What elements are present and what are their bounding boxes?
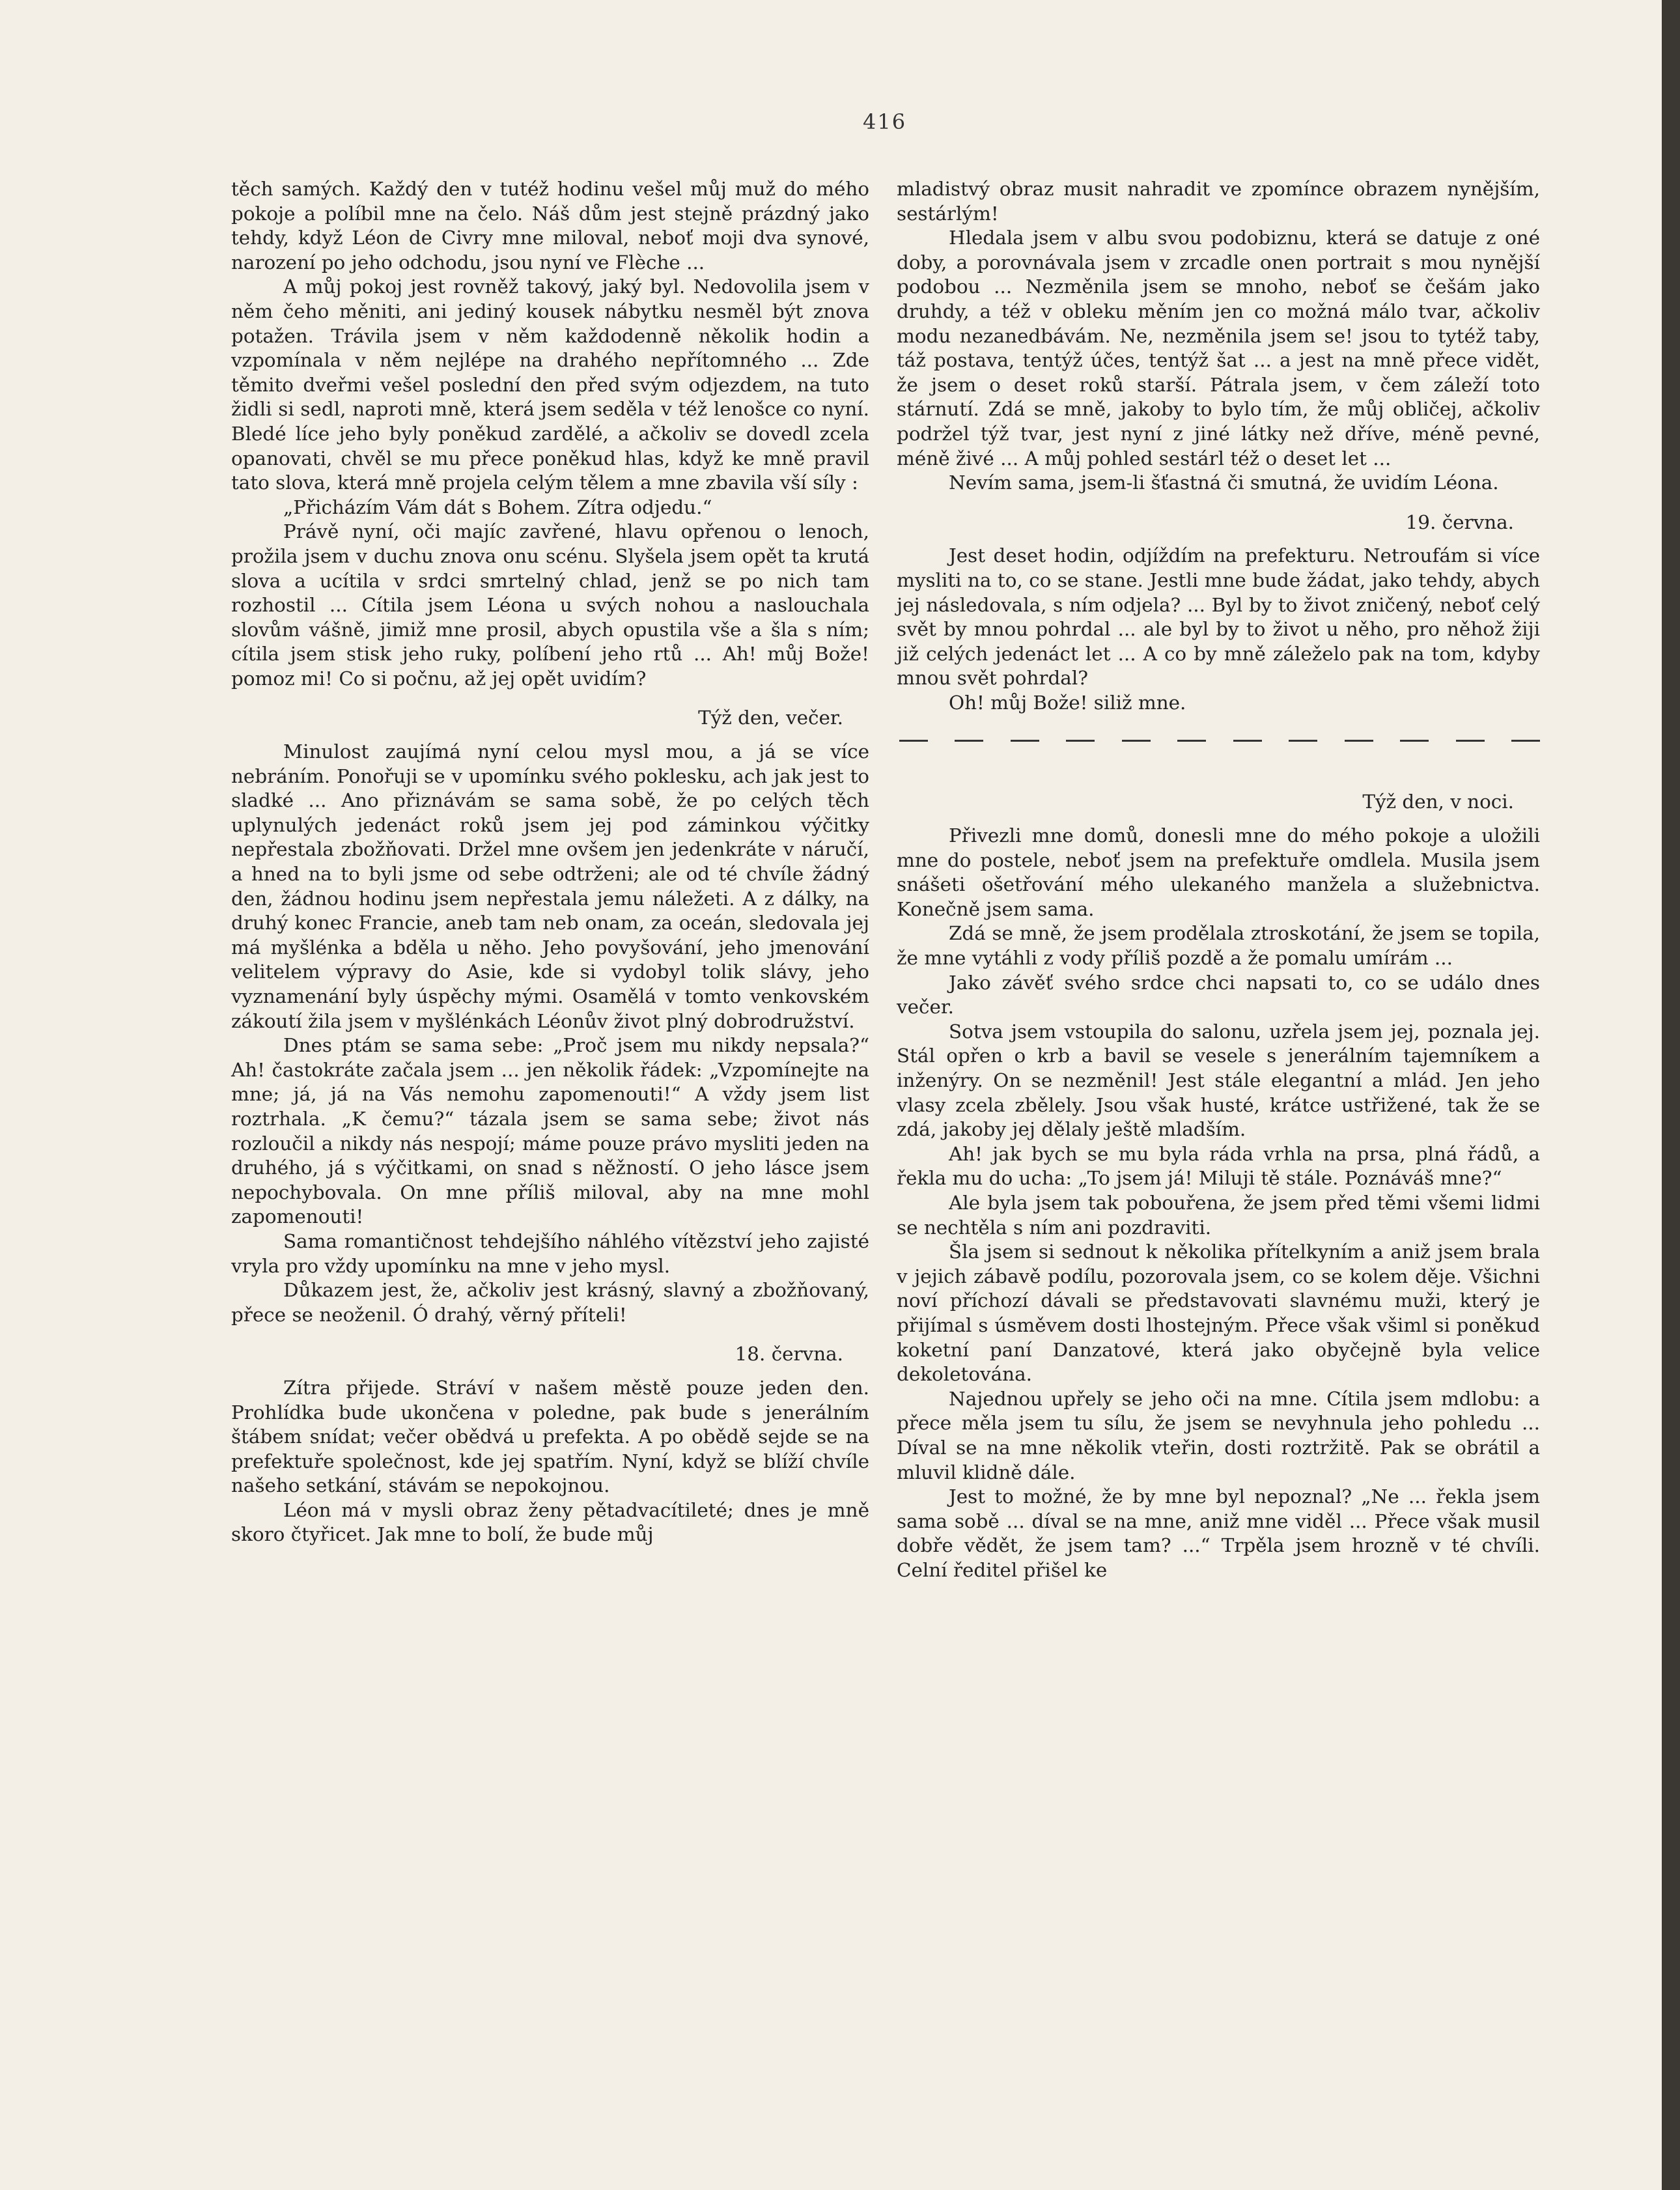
- separator-dash: [1066, 740, 1095, 742]
- paragraph: Dnes ptám se sama sebe: „Proč jsem mu nikdy nepsala?“ Ah! častokráte začala jsem ... jen několik řádek: „Vzpomínejte na mne; já, já na Vás nemohu zapomenouti!“ A vždy jsem list roztrhala. „K čemu?“ tázala jsem se sama sebe; život nás rozloučil a nikdy nás nespojí; máme pouze právo mysliti jeden na druhého, já s výčitkami, on snad s něžností. O jeho lásce jsem nepochybovala. On mne příliš miloval, aby na mne mohl zapomenouti!: [231, 1034, 869, 1228]
- left-column: [231, 177, 869, 1547]
- separator-dash: [1456, 740, 1485, 742]
- diary-date-heading: Týž den, večer.: [698, 707, 843, 729]
- paragraph: Ah! jak bych se mu byla ráda vrhla na prsa, plná řádů, a řekla mu do ucha: „To jsem já! Miluji tě stále. Poznáváš mne?“: [897, 1142, 1540, 1190]
- paragraph: Přivezli mne domů, donesli mne do mého pokoje a uložili mne do postele, neboť jsem na prefektuře omdlela. Musila jsem snášeti ošetřování mého ulekaného manžela a služebnictva. Konečně jsem sama.: [897, 824, 1540, 920]
- paragraph: Šla jsem si sednout k několika přítelkyním a aniž jsem brala v jejich zábavě podílu, pozorovala jsem, co se kolem děje. Všichni noví příchozí dávali se představovati slavnému muži, který je přijímal s úsměvem dosti lhostejným. Přece však všiml si poněkud koketní paní Danzatové, která jako obyčejně byla velice dekoletována.: [897, 1241, 1540, 1386]
- separator-dash: [899, 740, 928, 742]
- paragraph: Oh! můj Bože! siliž mne.: [949, 691, 1186, 714]
- continued-paragraph: těch samých. Každý den v tutéž hodinu vešel můj muž do mého pokoje a políbil mne na čelo. Náš dům jest stejně prázdný jako tehdy, když Léon de Civry mne miloval, neboť moji dva synové, narození po jeho odchodu, jsou nyní ve Flèche ...: [231, 178, 869, 274]
- paragraph: Minulost zaujímá nyní celou mysl mou, a já se více nebráním. Ponořuji se v upomínku svého poklesku, ach jak jest to sladké ... Ano přiznávám se sama sobě, že po celých těch uplynulých jedenáct roků jsem jej pod záminkou výčitky nepřestala zbožňovati. Držel mne ovšem jen jedenkráte v náručí, a hned na to byli jsme od sebe odtrženi; ale od té chvíle žádný den, žádnou hodinu jsem nepřestala jemu náležeti. A z dálky, na druhý konec Francie, aneb tam neb onam, za oceán, sledovala jej má myšlénka a bděla u něho. Jeho povyšování, jeho jmenování velitelem výpravy do Asie, kde si vydobyl tolik slávy, jeho vyznamenání byly úspěchy mými. Osamělá v tomto venkovském zákoutí žila jsem v myšlénkách Léonův život plný dobrodružství.: [231, 740, 869, 1032]
- separator-dash: [1233, 740, 1262, 742]
- paragraph: Právě nyní, oči majíc zavřené, hlavu opřenou o lenoch, prožila jsem v duchu znova onu scénu. Slyšela jsem opět ta krutá slova a ucítila v srdci smrtelný chlad, jenž se po nich tam rozhostil ... Cítila jsem Léona u svých nohou a naslouchala slovům vášně, jimiž mne prosil, abych opustila vše a šla s ním; cítila jsem stisk jeho ruky, políbení jeho rtů ... Ah! můj Bože! pomoz mi! Co si počnu, až jej opět uvidím?: [231, 520, 869, 690]
- separator-dash: [955, 740, 983, 742]
- paragraph: A můj pokoj jest rovněž takový, jaký byl. Nedovolila jsem v něm čeho měniti, ani jediný kousek nábytku nesměl být znova potažen. Trávila jsem v něm každodenně několik hodin a vzpomínala v něm nejlépe na drahého nepřítomného ... Zde těmito dveřmi vešel poslední den před svým odjezdem, na tuto židli si sedl, naproti mně, která jsem seděla v též lenošce co nyní. Bledé líce jeho byly poněkud zardělé, a ačkoliv se dovedl zcela opanovati, chvěl se mu přece poněkud hlas, když ke mně pravil tato slova, která mně projela celým tělem a mne zbavila vší síly :: [231, 275, 869, 494]
- paragraph: Jest to možné, že by mne byl nepoznal? „Ne ... řekla jsem sama sobě ... díval se na mne, aniž mne viděl ... Přece však musil dobře vědět, že jsem tam? ...“ Trpěla jsem hrozně v té chvíli. Celní ředitel přišel ke: [897, 1485, 1540, 1581]
- paragraph: Jako závěť svého srdce chci napsati to, co se událo dnes večer.: [897, 971, 1540, 1018]
- paragraph: Léon má v mysli obraz ženy pětadvacítileté; dnes je mně skoro čtyřicet. Jak mne to bolí, že bude můj: [231, 1498, 869, 1546]
- paragraph: Nevím sama, jsem-li šťastná či smutná, že uvidím Léona.: [949, 471, 1499, 494]
- separator-dash: [1011, 740, 1039, 742]
- paragraph: Zdá se mně, že jsem prodělala ztroskotání, že jsem se topila, že mne vytáhli z vody příliš pozdě a že pomalu umírám ...: [897, 922, 1540, 970]
- diary-date-heading: 18. června.: [735, 1343, 843, 1366]
- paragraph: Hledala jsem v albu svou podobiznu, která se datuje z oné doby, a porovnávala jsem v zrcadle onen portrait s mou nynější podobou ... Nezměnila jsem se mnoho, neboť se češám jako druhdy, a též v obleku měním jen co možná málo tvar, ačkoliv modu nezanedbávám. Ne, nezměnila jsem se! jsou to tytéž taby, táž postava, tentýž účes, tentýž šat ... a jest na mně přece vidět, že jsem o deset roků starší. Pátrala jsem, v čem záleží toto stárnutí. Zdá se mně, jakoby to bylo tím, že můj obličej, ačkoliv podržel týž tvar, jest nyní z jiné látky než dříve, méně pevné, méně živé ... A můj pohled sestárl též o deset let ...: [897, 227, 1540, 470]
- paragraph: Najednou upřely se jeho oči na mne. Cítila jsem mdlobu: a přece měla jsem tu sílu, že jsem se nevyhnula jeho pohledu ... Díval se na mne několik vteřin, dosti roztržitě. Pak se obrátil a mluvil klidně dále.: [897, 1387, 1540, 1483]
- paragraph: Sama romantičnost tehdejšího náhlého vítězství jeho zajisté vryla pro vždy upomínku na mne v jeho mysl.: [231, 1229, 869, 1277]
- page-number: 416: [863, 109, 907, 134]
- diary-date-heading: 19. června.: [1405, 511, 1514, 533]
- paragraph: Sotva jsem vstoupila do salonu, uzřela jsem jej, poznala jej. Stál opřen o krb a bavil se vesele s jenerálním tajemníkem a inženýry. On se nezměnil! Jest stále elegantní a mlád. Jen jeho vlasy zcela zbělely. Jsou však husté, krátce ustřižené, tak že se zdá, jakoby jej dělaly ještě mladším.: [897, 1020, 1540, 1141]
- paragraph: Zítra přijede. Stráví v našem městě pouze jeden den. Prohlídka bude ukončena v poledne, pak bude s jenerálním štábem snídat; večer obědvá u prefekta. A po obědě sejde se na prefektuře společnost, kde jej spatřím. Nyní, když se blíží chvíle našeho setkání, stávám se nepokojnou.: [231, 1376, 869, 1497]
- section-separator: [897, 728, 1540, 742]
- paragraph: Důkazem jest, že, ačkoliv jest krásný, slavný a zbožňovaný, přece se neoženil. Ó drahý, věrný příteli!: [231, 1279, 869, 1326]
- separator-dash: [1345, 740, 1373, 742]
- paragraph: Jest deset hodin, odjíždím na prefekturu. Netroufám si více mysliti na to, co se stane. Jestli mne bude žádat, jako tehdy, abych jej následovala, s ním odjela? ... Byl by to život zničený, neboť celý svět by mnou pohrdal ... ale byl by to život u něho, pro něhož žiji již celých jedenáct let ... A co by mně záleželo pak na tom, kdyby mnou svět pohrdal?: [897, 544, 1540, 690]
- quoted-line: „Přicházím Vám dát s Bohem. Zítra odjedu.“: [283, 496, 712, 518]
- book-edge: [1662, 0, 1680, 2190]
- separator-dash: [1122, 740, 1151, 742]
- separator-dash: [1511, 740, 1540, 742]
- separator-dash: [1289, 740, 1317, 742]
- separator-dash: [1400, 740, 1429, 742]
- paragraph: Ale byla jsem tak pobouřena, že jsem před těmi všemi lidmi se nechtěla s ním ani pozdraviti.: [897, 1191, 1540, 1239]
- separator-dash: [1177, 740, 1206, 742]
- diary-date-heading: Týž den, v noci.: [1362, 791, 1514, 813]
- continued-paragraph: mladistvý obraz musit nahradit ve zpomínce obrazem nynějším, sestárlým!: [897, 178, 1540, 225]
- right-column: [897, 177, 1540, 1582]
